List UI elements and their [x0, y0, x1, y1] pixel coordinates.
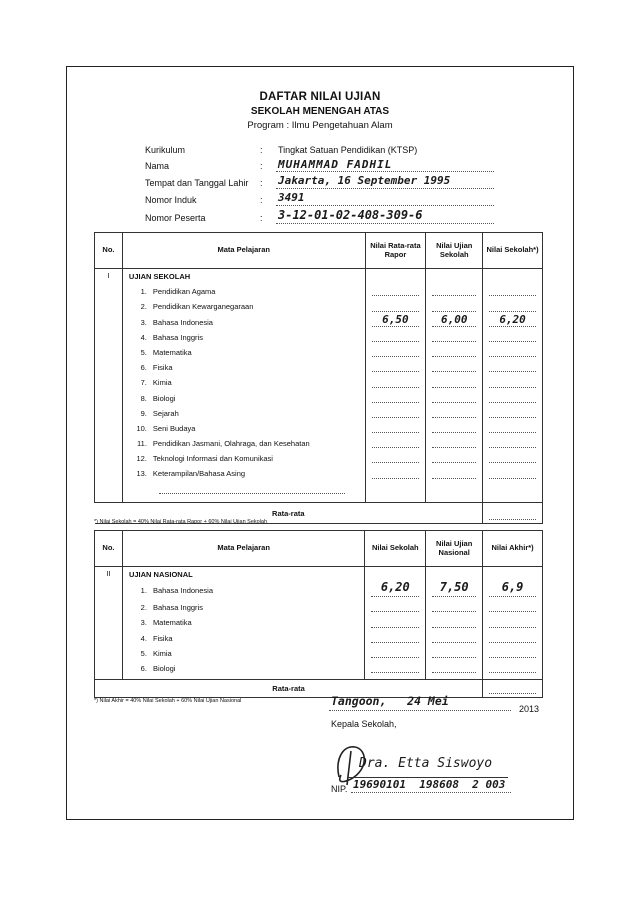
document-title: DAFTAR NILAI UJIAN [259, 91, 381, 103]
list-item [129, 661, 364, 676]
item-number: 13. [136, 469, 147, 479]
school-score-footnote: *) Nilai Sekolah = 40% Nilai Rata-rata Rapor + 60% Nilai Ujian Sekolah [94, 519, 268, 525]
column-header-report-average: Nilai Rata-rata Rapor [365, 233, 426, 269]
item-number: 7. [140, 378, 147, 388]
document-subtitle: SEKOLAH MENENGAH ATAS [250, 106, 390, 117]
table-header-row [95, 531, 543, 567]
column-header-school-score: Nilai Sekolah [365, 531, 426, 567]
item-number: 12. [136, 454, 147, 464]
item-number: 1. [140, 586, 147, 596]
fill-line [276, 171, 494, 172]
score-cell [483, 391, 542, 406]
score-document [66, 66, 574, 820]
item-number: 4. [140, 633, 147, 643]
score-cell [483, 360, 542, 375]
score-cell [365, 600, 425, 615]
section-title: UJIAN SEKOLAH [128, 272, 191, 281]
score-cell [426, 406, 482, 421]
subject-name: Matematika [152, 618, 192, 628]
list-item [129, 330, 365, 345]
fill-line [276, 205, 494, 206]
fill-line [159, 493, 345, 494]
item-number: 11. [137, 439, 147, 449]
list-item [129, 615, 364, 630]
average-cell [483, 503, 543, 524]
score-cell [365, 615, 425, 630]
score-cell [426, 631, 482, 646]
list-item [129, 406, 365, 421]
subject-name: Bahasa Inggris [152, 332, 203, 342]
column-header-subject: Mata Pelajaran [122, 531, 364, 567]
score-cell [483, 375, 542, 390]
column-header-final-score: Nilai Akhir*) [483, 531, 543, 567]
list-item [129, 421, 365, 436]
column-header-school-score: Nilai Sekolah*) [483, 233, 543, 269]
score-cell [483, 421, 542, 436]
fill-line [276, 223, 494, 224]
item-number: 2. [140, 603, 147, 613]
place-date: Tangoon, 24 Mei [331, 694, 449, 708]
subject-name: Biologi [152, 663, 176, 673]
score-value: 7,50 [439, 580, 469, 595]
score-cell [365, 582, 425, 600]
score-cell [366, 312, 426, 330]
subject-name: Sejarah [152, 408, 179, 418]
subject-name: Bahasa Indonesia [152, 586, 213, 596]
score-cell [426, 421, 482, 436]
subject-name: Pendidikan Kewarganegaraan [152, 302, 254, 312]
column-header-no: No. [95, 233, 123, 269]
score-cell [483, 615, 542, 630]
cell-spacer [483, 269, 542, 284]
national-exam-table [94, 530, 543, 698]
school-exam-column [426, 269, 483, 503]
list-item [129, 582, 364, 600]
list-item [129, 315, 365, 330]
score-cell [426, 391, 482, 406]
score-cell [483, 345, 542, 360]
score-cell [426, 451, 482, 466]
curriculum-value: Tingkat Satuan Pendidikan (KTSP) [278, 145, 418, 155]
average-row [95, 680, 543, 698]
school-score-column [483, 269, 543, 503]
student-name-value: MUHAMMAD FADHIL [278, 158, 393, 171]
score-value: 6,50 [382, 312, 409, 326]
list-item [129, 391, 365, 406]
nip-label: NIP. [331, 784, 348, 794]
signatory-name: Dra. Etta Siswoyo [359, 756, 493, 771]
score-cell [366, 360, 426, 375]
section-number [95, 269, 123, 503]
table-header-row [95, 233, 543, 269]
program-line: Program : Ilmu Pengetahuan Alam [247, 120, 393, 131]
subject-name: Matematika [152, 347, 192, 357]
column-header-school-exam: Nilai Ujian Sekolah [426, 233, 483, 269]
item-number: 2. [140, 302, 147, 312]
score-cell [366, 330, 426, 345]
subject-name: Bahasa Indonesia [152, 317, 213, 327]
score-cell [426, 466, 482, 481]
list-item [129, 375, 365, 390]
list-item [129, 284, 365, 299]
score-cell [426, 375, 482, 390]
section-number [95, 567, 123, 680]
score-cell [426, 284, 482, 299]
subject-name: Keterampilan/Bahasa Asing [152, 469, 246, 479]
subject-name: Fisika [152, 633, 173, 643]
column-header-subject: Mata Pelajaran [122, 233, 365, 269]
subject-name: Fisika [152, 363, 173, 373]
subject-list [122, 567, 364, 680]
item-number: 9. [140, 408, 147, 418]
average-cell [483, 680, 543, 698]
section-number-text: II [106, 569, 111, 578]
score-cell [426, 582, 482, 600]
nip-value: 19690101 198608 2 003 [353, 778, 506, 791]
participant-number-value: 3-12-01-02-408-309-6 [278, 208, 423, 222]
year-text: 2013 [519, 704, 540, 714]
score-cell [365, 661, 425, 676]
score-cell [426, 661, 482, 676]
identity-label: Nomor Induk [145, 195, 197, 205]
school-score-column [365, 567, 426, 680]
subject-name: Bahasa Inggris [152, 603, 203, 613]
score-cell [365, 646, 425, 661]
score-cell [366, 284, 426, 299]
score-cell [483, 312, 542, 330]
identity-label: Nama [145, 161, 170, 171]
fill-line [351, 792, 511, 793]
national-exam-column [426, 567, 483, 680]
score-value: 6,9 [501, 580, 524, 595]
score-cell [366, 391, 426, 406]
column-header-no: No. [95, 531, 123, 567]
list-item-blank [129, 482, 365, 497]
final-score-footnote: *) Nilai Akhir = 40% Nilai Sekolah + 60% Nilai Ujian Nasional [94, 698, 242, 704]
section-title: UJIAN NASIONAL [128, 570, 193, 579]
score-cell [483, 466, 542, 481]
subject-name: Seni Budaya [152, 423, 196, 433]
item-number: 5. [140, 347, 147, 357]
item-number: 6. [140, 363, 147, 373]
score-cell [483, 600, 542, 615]
score-cell [365, 631, 425, 646]
score-cell [426, 345, 482, 360]
subject-name: Pendidikan Agama [152, 287, 216, 297]
score-cell [483, 646, 542, 661]
score-cell [483, 661, 542, 676]
fill-line [329, 710, 511, 711]
score-value: 6,20 [499, 312, 526, 326]
subject-list [122, 269, 365, 503]
section-body [95, 269, 543, 503]
score-cell [366, 406, 426, 421]
student-id-value: 3491 [278, 191, 305, 204]
column-header-national-exam: Nilai Ujian Nasional [426, 531, 483, 567]
list-item [129, 600, 364, 615]
score-cell [426, 312, 482, 330]
score-cell [366, 466, 426, 481]
section-body [95, 567, 543, 680]
score-cell [426, 436, 482, 451]
list-item [129, 631, 364, 646]
identity-colon: : [260, 213, 263, 223]
score-cell [483, 582, 542, 600]
score-cell [483, 330, 542, 345]
score-cell [483, 631, 542, 646]
list-item [129, 299, 365, 314]
score-cell [483, 436, 542, 451]
section-number-text: I [107, 271, 110, 280]
score-cell [483, 406, 542, 421]
subject-name: Pendidikan Jasmani, Olahraga, dan Kesehatan [152, 439, 310, 449]
list-item [129, 466, 365, 481]
item-number: 5. [140, 648, 147, 658]
birth-place-date-value: Jakarta, 16 September 1995 [278, 174, 451, 187]
average-label: Rata-rata [95, 503, 483, 524]
list-item [129, 345, 365, 360]
final-score-column [483, 567, 543, 680]
school-exam-table [94, 232, 543, 524]
item-number: 3. [140, 317, 147, 327]
identity-colon: : [260, 161, 263, 171]
item-number: 1. [140, 287, 147, 297]
score-cell [426, 615, 482, 630]
cell-spacer [426, 269, 482, 284]
score-cell [366, 345, 426, 360]
score-cell [366, 375, 426, 390]
item-number: 6. [140, 663, 147, 673]
identity-colon: : [260, 145, 263, 155]
list-item [129, 436, 365, 451]
identity-label: Tempat dan Tanggal Lahir [145, 178, 249, 188]
list-item [129, 451, 365, 466]
list-item [129, 360, 365, 375]
list-item [129, 646, 364, 661]
subject-name: Teknologi Informasi dan Komunikasi [152, 454, 273, 464]
score-cell [426, 646, 482, 661]
score-cell [426, 360, 482, 375]
average-label: Rata-rata [95, 680, 483, 698]
subject-name: Biologi [152, 393, 176, 403]
signatory-role: Kepala Sekolah, [331, 719, 397, 729]
score-value: 6,00 [440, 312, 468, 326]
identity-colon: : [260, 178, 263, 188]
score-cell [366, 451, 426, 466]
identity-label: Kurikulum [145, 145, 186, 155]
item-number: 3. [140, 618, 147, 628]
subject-name: Kimia [152, 378, 172, 388]
score-cell [366, 436, 426, 451]
score-cell [426, 600, 482, 615]
identity-label: Nomor Peserta [145, 213, 206, 223]
item-number: 4. [140, 332, 147, 342]
cell-spacer [366, 269, 426, 284]
identity-colon: : [260, 195, 263, 205]
item-number: 8. [140, 393, 147, 403]
fill-line [276, 188, 494, 189]
report-average-column [365, 269, 426, 503]
score-cell [483, 284, 542, 299]
score-cell [366, 421, 426, 436]
item-number: 10. [136, 423, 147, 433]
score-cell [483, 451, 542, 466]
score-value: 6,20 [380, 580, 410, 595]
subject-name: Kimia [152, 648, 172, 658]
score-cell [426, 330, 482, 345]
